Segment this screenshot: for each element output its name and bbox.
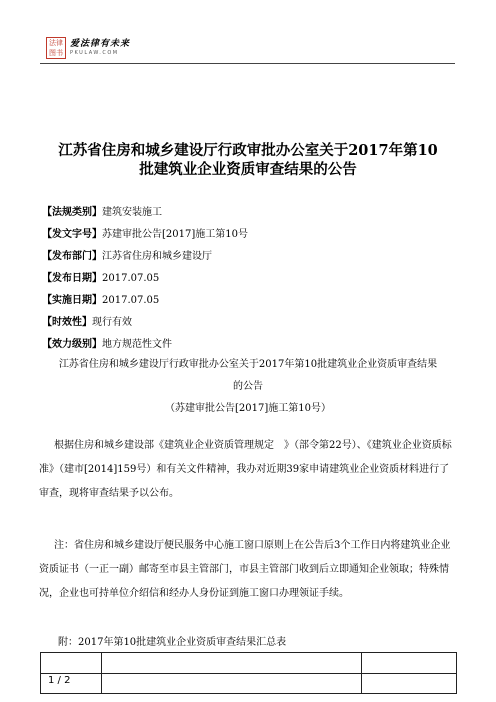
table-col-divider [361,653,362,693]
meta-value: 地方规范性文件 [102,339,172,350]
meta-key: 【效力级别】 [42,339,102,350]
logo-seal-icon: 法律 图书 [46,37,66,59]
attachment-table [40,652,457,694]
meta-value: 苏建审批公告[2017]施工第10号 [102,229,248,240]
meta-key: 【发文字号】 [42,229,102,240]
meta-key: 【发布日期】 [42,273,102,284]
meta-value: 2017.07.05 [102,295,160,306]
logo-site: PKULAW.COM [70,50,119,56]
meta-effective-date [42,294,159,307]
subtitle-line1: 江苏省住房和城乡建设厅行政审批办公室关于2017年第10批建筑业企业资质审查结果 [58,359,438,370]
attachment-line: 附：2017年第10批建筑业企业资质审查结果汇总表 [58,637,287,648]
body-paragraph-1: 根据住房和城乡建设部《建筑业企业资质管理规定 》（部令第22号）、《建筑业企业资质标准》（建市[2014]159号）和有关文件精神，我办对近期39家申请建筑业企业资质材料进行了审查，现将审查结果予以公布。 [39,440,452,499]
meta-doc-number [42,228,248,241]
meta-validity [42,316,132,329]
meta-value: 江苏省住房和城乡建设厅 [102,251,212,262]
meta-value: 建筑安装施工 [102,207,162,218]
meta-key: 【发布部门】 [42,251,102,262]
document-number: （苏建审批公告[2017]施工第10号） [165,403,331,414]
meta-publish-date [42,272,159,285]
meta-key: 【时效性】 [42,317,92,328]
meta-key: 【法规类别】 [42,207,102,218]
meta-department [42,250,212,263]
meta-key: 【实施日期】 [42,295,102,306]
meta-value: 现行有效 [92,317,132,328]
header-divider [40,63,455,64]
meta-value: 2017.07.05 [102,273,160,284]
meta-category [42,206,162,219]
table-row-divider [41,673,456,674]
table-col-divider [101,653,102,693]
subtitle-line2: 的公告 [233,381,263,392]
body-paragraph-2: 注：省住房和城乡建设厅便民服务中心施工窗口原则上在公告后3个工作日内将建筑业企业资质证书（一正一副）邮寄至市县主管部门，市县主管部门收到后立即通知企业领取；特殊情况，企业也可持单位介绍信和经办人身份证到施工窗口办理领证手续。 [39,540,451,599]
page-number: 1 / 2 [48,675,71,686]
pkulaw-logo [46,37,130,59]
logo-slogan: 爱法律有未来 [70,39,131,49]
document-title: 江苏省住房和城乡建设厅行政审批办公室关于2017年第10 批建筑业企业资质审查结果的公告 [58,142,438,178]
meta-level [42,338,172,351]
